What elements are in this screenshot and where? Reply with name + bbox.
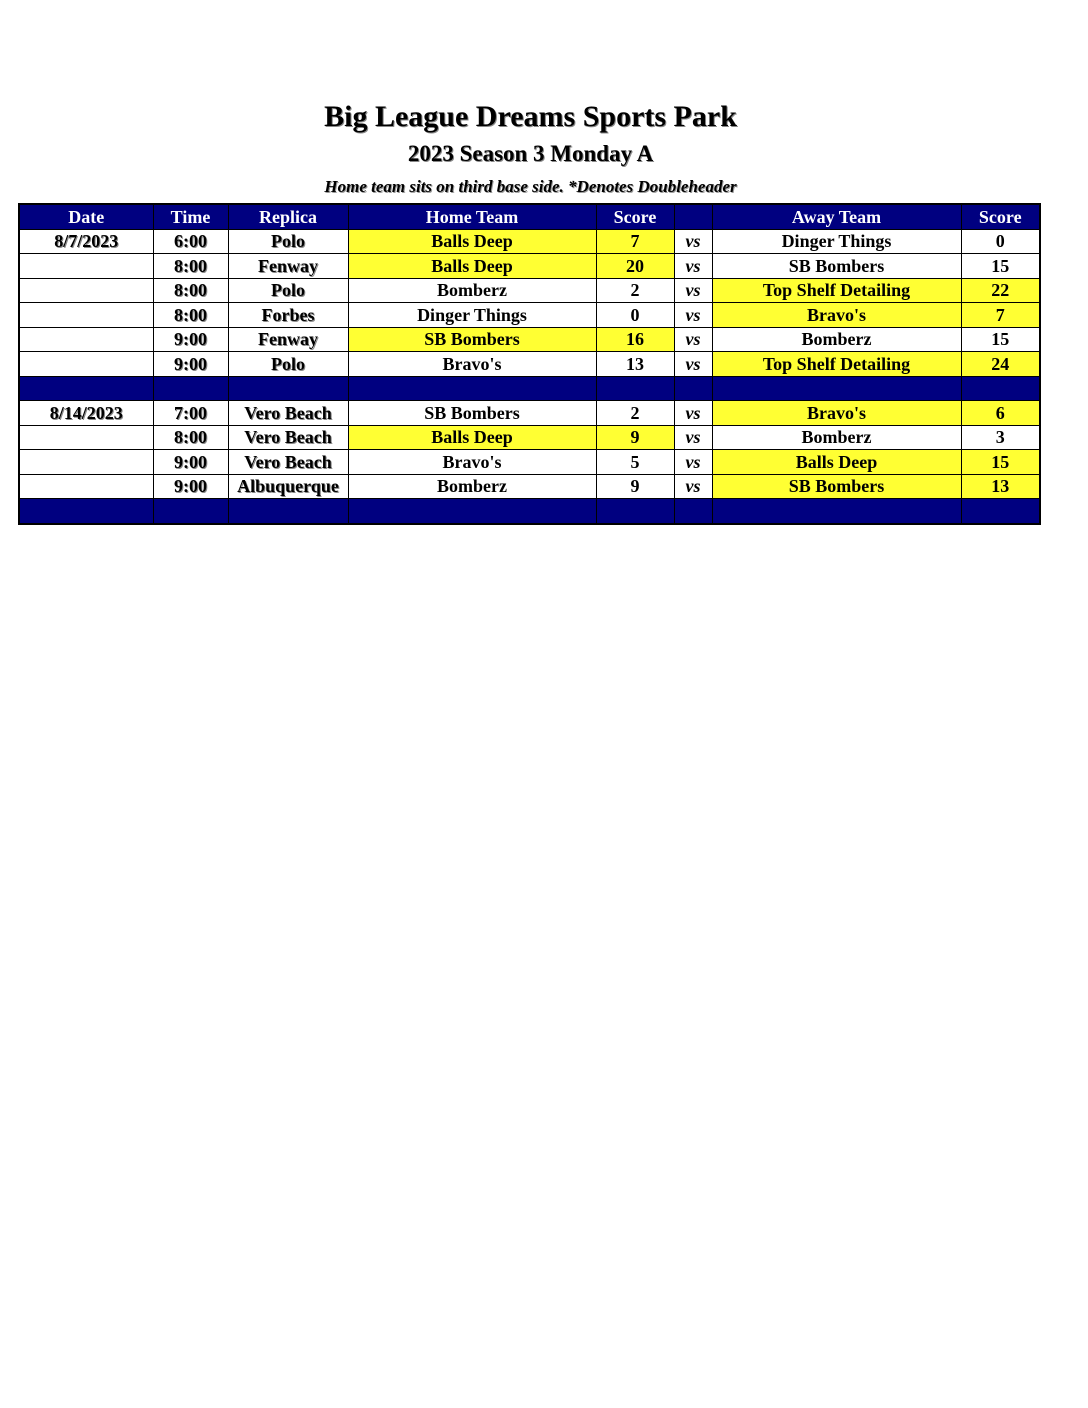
separator-cell <box>596 376 674 401</box>
cell-date: 8/7/2023 <box>19 229 153 254</box>
separator-cell <box>596 499 674 524</box>
table-row <box>19 303 1040 328</box>
cell-time: 9:00 <box>153 450 228 475</box>
separator-cell <box>19 376 153 401</box>
col-header-home-score: Score <box>596 204 674 229</box>
cell-vs: vs <box>674 425 712 450</box>
cell-away-score: 15 <box>961 327 1040 352</box>
col-header-vs <box>674 204 712 229</box>
cell-away-score: 3 <box>961 425 1040 450</box>
cell-away-score: 6 <box>961 401 1040 426</box>
cell-replica: Fenway <box>228 327 348 352</box>
cell-home-score: 9 <box>596 474 674 499</box>
separator-cell <box>961 499 1040 524</box>
page-subtitle: 2023 Season 3 Monday A <box>407 141 654 166</box>
table-row <box>19 327 1040 352</box>
cell-date: 8/14/2023 <box>19 401 153 426</box>
cell-home-team: Balls Deep <box>348 425 596 450</box>
cell-away-team: Bomberz <box>712 425 961 450</box>
page-note: Home team sits on third base side. *Denotes Doubleheader <box>324 177 737 196</box>
cell-home-score: 5 <box>596 450 674 475</box>
cell-vs: vs <box>674 229 712 254</box>
table-row <box>19 229 1040 254</box>
cell-vs: vs <box>674 352 712 377</box>
table-row <box>19 474 1040 499</box>
cell-away-team: Bravo's <box>712 401 961 426</box>
separator-cell <box>348 499 596 524</box>
separator-cell <box>712 499 961 524</box>
header-row <box>19 204 1040 229</box>
cell-home-team: SB Bombers <box>348 327 596 352</box>
cell-vs: vs <box>674 474 712 499</box>
cell-date <box>19 425 153 450</box>
cell-date <box>19 278 153 303</box>
col-header-away-score: Score <box>961 204 1040 229</box>
col-header-home-team: Home Team <box>348 204 596 229</box>
cell-away-team: Bravo's <box>712 303 961 328</box>
separator-cell <box>674 499 712 524</box>
separator-cell <box>961 376 1040 401</box>
cell-away-team: SB Bombers <box>712 474 961 499</box>
separator-cell <box>674 376 712 401</box>
schedule-body <box>19 229 1040 524</box>
table-row <box>19 401 1040 426</box>
cell-date <box>19 254 153 279</box>
schedule-table <box>18 203 1041 525</box>
separator-cell <box>712 376 961 401</box>
cell-home-score: 2 <box>596 401 674 426</box>
cell-home-team: Dinger Things <box>348 303 596 328</box>
cell-home-team: Balls Deep <box>348 254 596 279</box>
cell-date <box>19 474 153 499</box>
cell-vs: vs <box>674 327 712 352</box>
cell-home-score: 16 <box>596 327 674 352</box>
separator-cell <box>153 376 228 401</box>
cell-away-score: 7 <box>961 303 1040 328</box>
cell-replica: Vero Beach <box>228 425 348 450</box>
cell-vs: vs <box>674 278 712 303</box>
cell-vs: vs <box>674 254 712 279</box>
cell-home-team: Bomberz <box>348 474 596 499</box>
cell-away-score: 15 <box>961 450 1040 475</box>
cell-replica: Fenway <box>228 254 348 279</box>
cell-away-team: Bomberz <box>712 327 961 352</box>
cell-replica: Polo <box>228 229 348 254</box>
cell-home-score: 13 <box>596 352 674 377</box>
cell-home-score: 20 <box>596 254 674 279</box>
cell-vs: vs <box>674 401 712 426</box>
table-row <box>19 425 1040 450</box>
cell-replica: Albuquerque <box>228 474 348 499</box>
page-title: Big League Dreams Sports Park <box>324 100 737 133</box>
cell-replica: Polo <box>228 278 348 303</box>
table-row <box>19 352 1040 377</box>
week-separator-row <box>19 499 1040 524</box>
cell-home-team: Balls Deep <box>348 229 596 254</box>
separator-cell <box>348 376 596 401</box>
cell-home-team: Bomberz <box>348 278 596 303</box>
table-row <box>19 278 1040 303</box>
cell-away-team: SB Bombers <box>712 254 961 279</box>
cell-home-team: SB Bombers <box>348 401 596 426</box>
col-header-away-team: Away Team <box>712 204 961 229</box>
cell-time: 8:00 <box>153 303 228 328</box>
cell-replica: Vero Beach <box>228 450 348 475</box>
cell-away-score: 13 <box>961 474 1040 499</box>
cell-replica: Polo <box>228 352 348 377</box>
cell-time: 7:00 <box>153 401 228 426</box>
cell-time: 8:00 <box>153 278 228 303</box>
cell-vs: vs <box>674 450 712 475</box>
cell-time: 8:00 <box>153 425 228 450</box>
cell-home-team: Bravo's <box>348 352 596 377</box>
col-header-time: Time <box>153 204 228 229</box>
cell-vs: vs <box>674 303 712 328</box>
cell-home-score: 0 <box>596 303 674 328</box>
cell-away-team: Dinger Things <box>712 229 961 254</box>
cell-replica: Vero Beach <box>228 401 348 426</box>
cell-home-score: 7 <box>596 229 674 254</box>
col-header-date: Date <box>19 204 153 229</box>
cell-away-team: Balls Deep <box>712 450 961 475</box>
cell-time: 9:00 <box>153 352 228 377</box>
col-header-replica: Replica <box>228 204 348 229</box>
cell-away-team: Top Shelf Detailing <box>712 278 961 303</box>
cell-time: 6:00 <box>153 229 228 254</box>
table-row <box>19 254 1040 279</box>
cell-away-score: 15 <box>961 254 1040 279</box>
cell-date <box>19 303 153 328</box>
cell-date <box>19 327 153 352</box>
cell-time: 8:00 <box>153 254 228 279</box>
cell-time: 9:00 <box>153 327 228 352</box>
table-row <box>19 450 1040 475</box>
cell-away-score: 22 <box>961 278 1040 303</box>
separator-cell <box>19 499 153 524</box>
cell-date <box>19 352 153 377</box>
cell-away-score: 0 <box>961 229 1040 254</box>
cell-date <box>19 450 153 475</box>
separator-cell <box>153 499 228 524</box>
cell-home-team: Bravo's <box>348 450 596 475</box>
cell-away-score: 24 <box>961 352 1040 377</box>
separator-cell <box>228 499 348 524</box>
cell-away-team: Top Shelf Detailing <box>712 352 961 377</box>
cell-replica: Forbes <box>228 303 348 328</box>
separator-cell <box>228 376 348 401</box>
week-separator-row <box>19 376 1040 401</box>
cell-home-score: 9 <box>596 425 674 450</box>
cell-time: 9:00 <box>153 474 228 499</box>
cell-home-score: 2 <box>596 278 674 303</box>
